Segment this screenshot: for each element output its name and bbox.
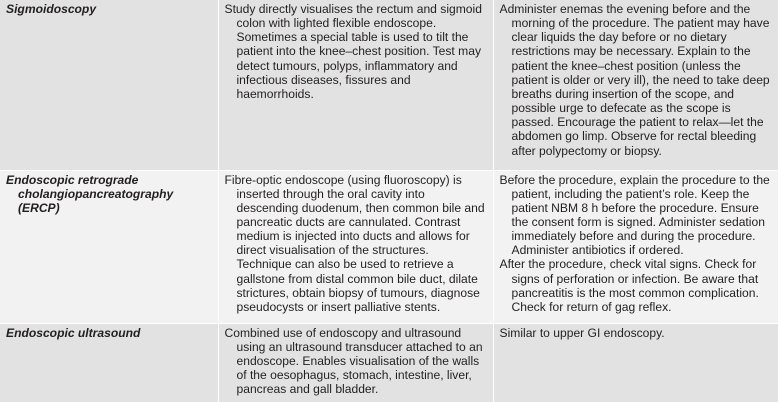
nursing-paragraph: Similar to upper GI endoscopy.	[499, 325, 665, 340]
nursing-paragraph: Administer enemas the evening before and the morning of the procedure. The patient may have clear liquids the day before or no dietary restrictions may be necessary. Explain to the patient the knee–chest position (unless the patient is older or very ill), the need to take deep breaths during insertion of the scope, and possible urge to defecate as the scope is passed. Encourage the patient to relax—let the abdomen go limp. Observe for rectal bleeding after polypectomy or biopsy.	[499, 2, 770, 158]
table-row	[0, 0, 778, 170]
description-paragraph: Fibre-optic endoscope (using fluoroscopy) is inserted through the oral cavity into descending duodenum, then common bile and pancreatic ducts are cannulated. Contrast medium is injected into ducts and allows for direct visualisation of the structures. Technique can also be used to retrieve a gallstone from distal common bile duct, dilate strictures, obtain biopsy of tumours, diagnose pseudocysts or insert palliative stents.	[224, 172, 485, 314]
procedure-description	[218, 0, 493, 170]
procedure-name: Endoscopic ultrasound	[0, 323, 218, 402]
procedure-description	[218, 323, 493, 402]
nursing-responsibilities	[493, 170, 778, 323]
nursing-responsibilities	[493, 323, 778, 402]
description-paragraph: Study directly visualises the rectum and sigmoid colon with lighted flexible endoscope. Sometimes a special table is used to tilt the patient into the knee–chest position. Test may detect tumours, polyps, inflammatory and infectious diseases, fissures and haemorrhoids.	[224, 2, 482, 101]
table-row	[0, 170, 778, 323]
table-row	[0, 323, 778, 402]
procedure-name: Sigmoidoscopy	[0, 0, 218, 170]
description-paragraph: Combined use of endoscopy and ultrasound using an ultrasound transducer attached to an endoscope. Enables visualisation of the walls of the oesophagus, stomach, intestine, liver, pancreas and gall bladder.	[224, 325, 483, 397]
procedure-description	[218, 170, 493, 323]
nursing-paragraph: After the procedure, check vital signs. Check for signs of perforation or infection. Be aware that pancreatitis is the most common complication. Check for return of gag reflex.	[499, 257, 759, 314]
procedure-name: Endoscopic retrograde cholangiopancreatography (ERCP)	[0, 170, 218, 323]
nursing-paragraph: Before the procedure, explain the procedure to the patient, including the patient’s role. Keep the patient NBM 8 h before the procedure. Ensure the consent form is signed. Administer sedation immediately before and during the procedure. Administer antibiotics if ordered.	[499, 172, 770, 258]
nursing-responsibilities	[493, 0, 778, 170]
